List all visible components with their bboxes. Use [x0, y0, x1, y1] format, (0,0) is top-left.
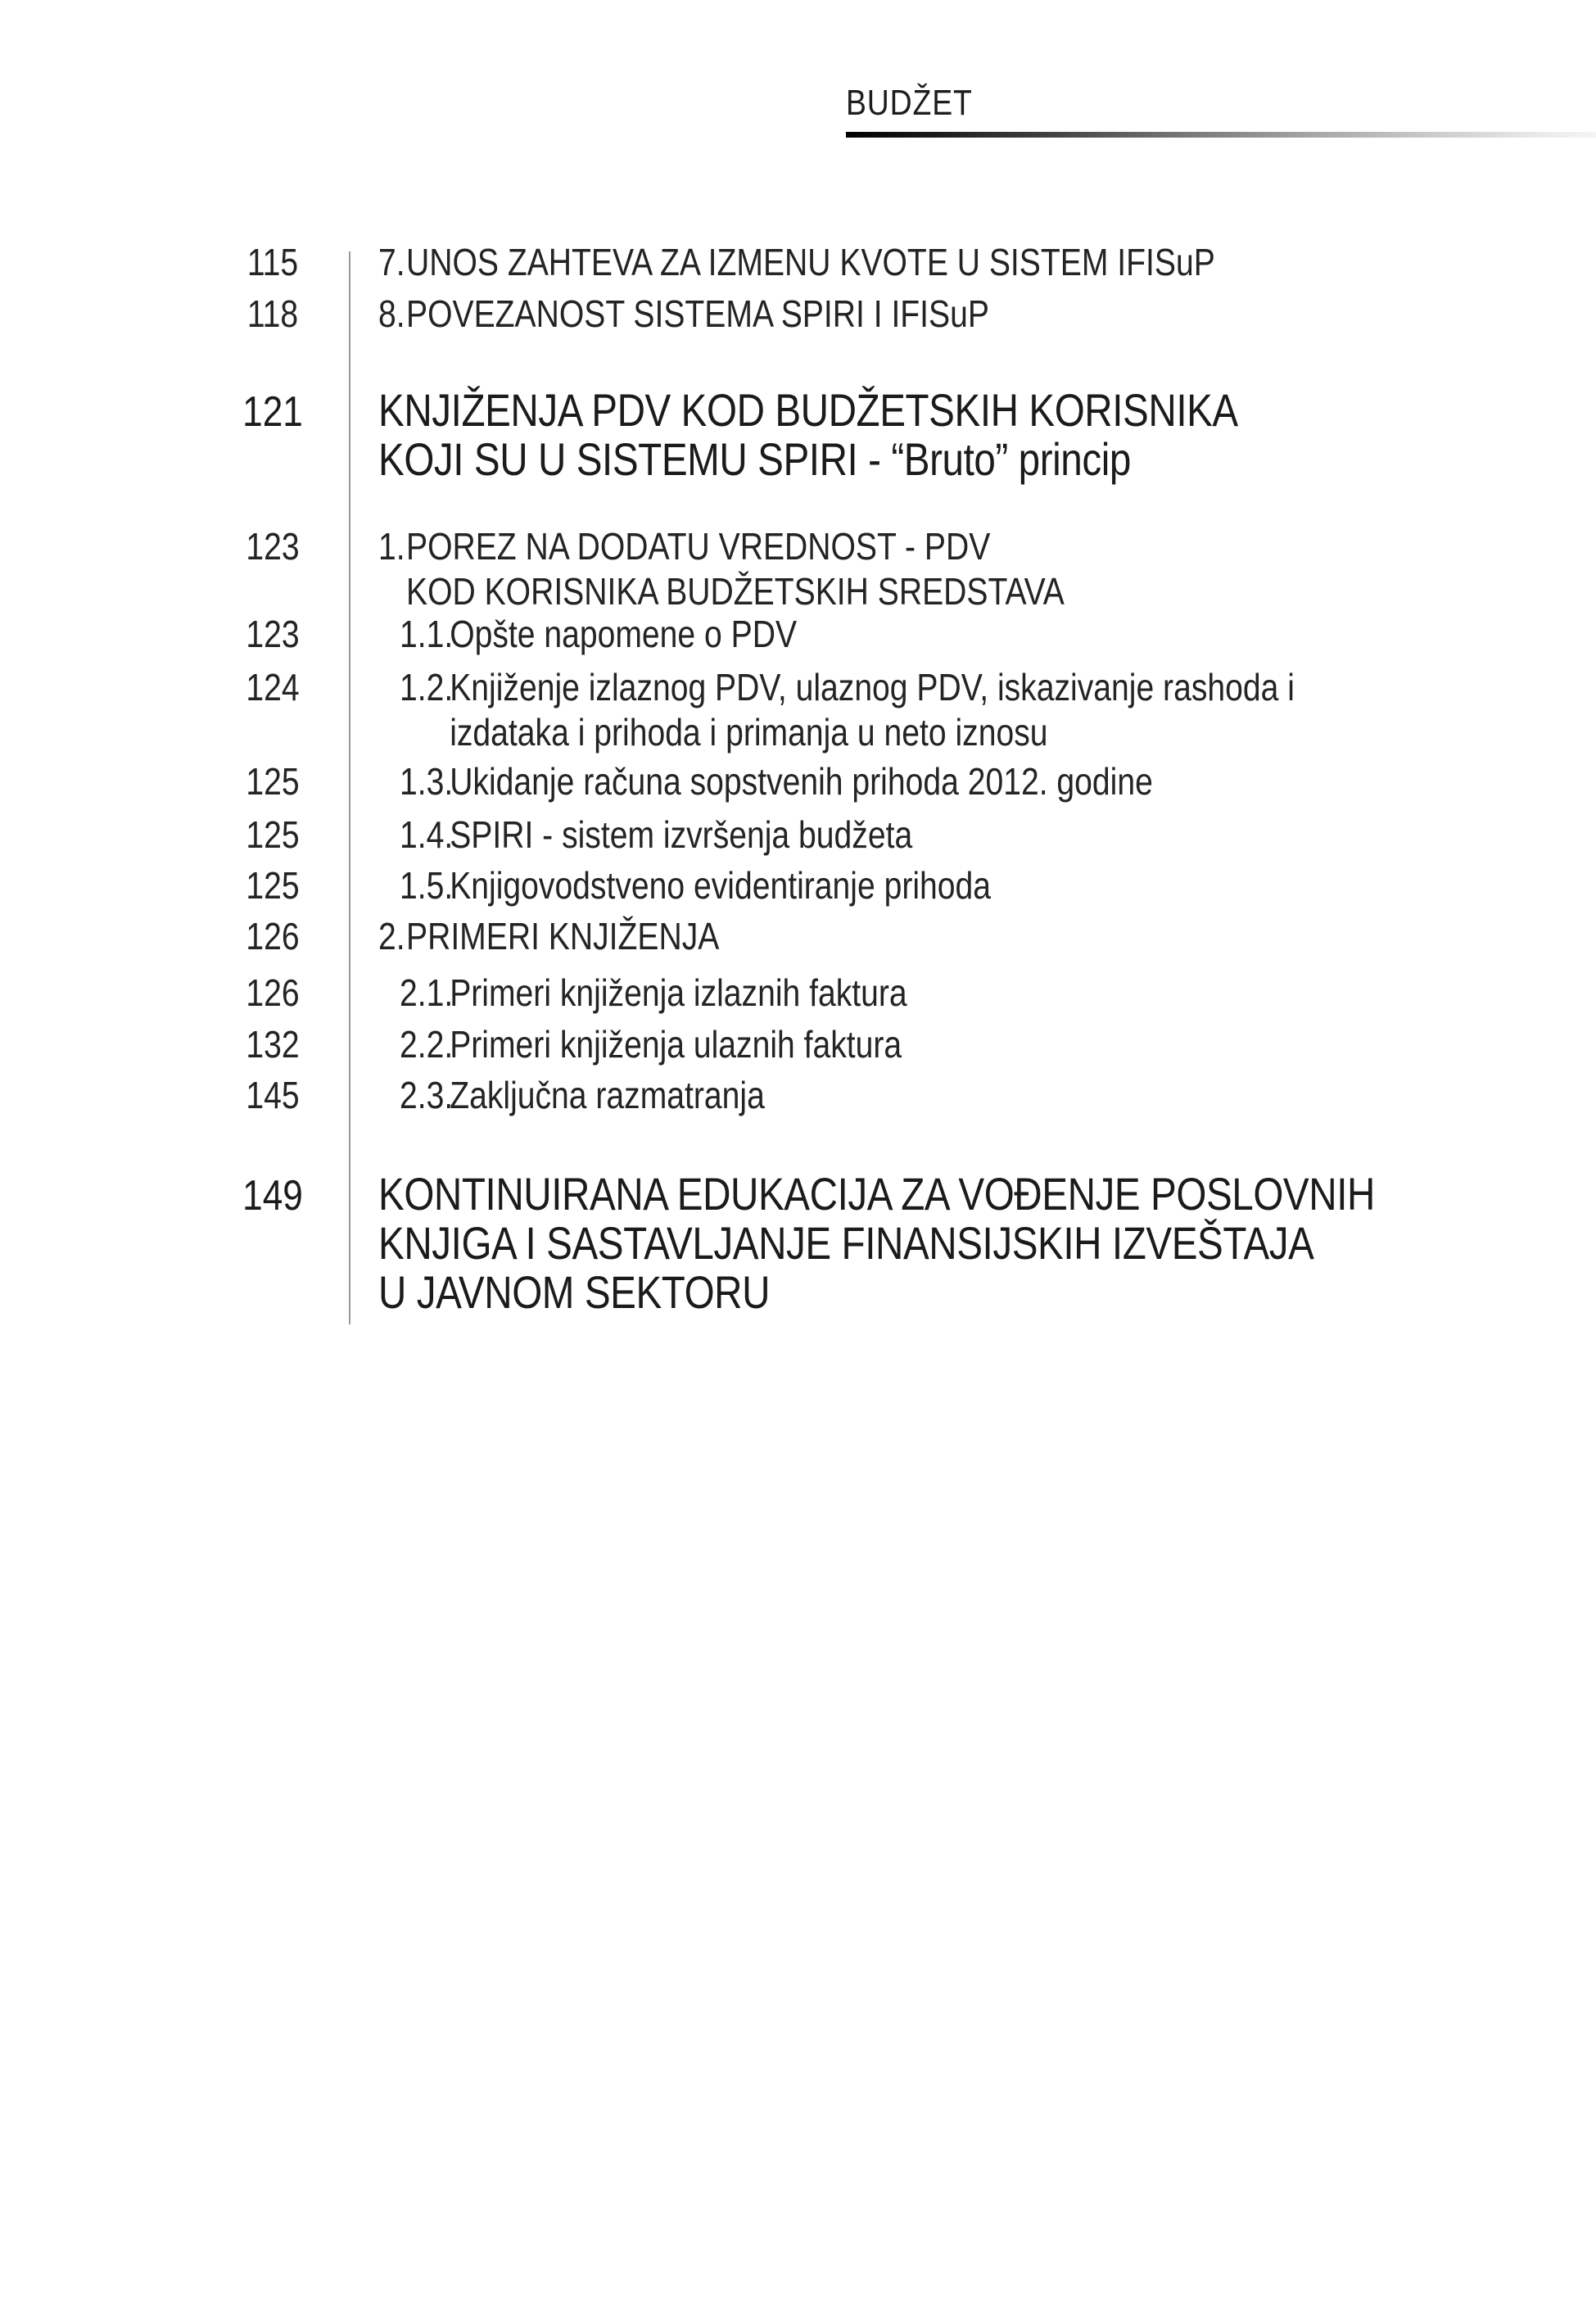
entry-line: Primeri knjiženja ulaznih faktura [450, 1023, 902, 1066]
page-number: 123 [246, 613, 300, 655]
toc-section-heading-row [197, 386, 1390, 484]
entry-number: 1.3. [400, 760, 454, 803]
entry-number: 8. [378, 292, 405, 335]
toc-row [197, 665, 1453, 755]
entry-number: 7. [378, 241, 405, 283]
entry-number: 2.3. [400, 1074, 454, 1116]
page-number: 121 [242, 388, 303, 436]
entry-line: Ukidanje računa sopstvenih prihoda 2012. godine [450, 760, 1153, 803]
toc-entry [378, 524, 1065, 614]
toc-row [197, 812, 1003, 858]
page-number: 115 [246, 241, 299, 283]
toc-row [197, 240, 1363, 285]
entry-line: KONTINUIRANA EDUKACIJA ZA VOĐENJE POSLOVNIH [378, 1168, 1375, 1220]
entry-number: 1.2. [400, 666, 454, 708]
page-number: 149 [242, 1172, 303, 1220]
toc-row [197, 1022, 990, 1067]
toc-row [197, 524, 1186, 614]
toc-entry [400, 612, 797, 657]
entry-line: KNJIGA I SASTAVLJANJE FINANSIJSKIH IZVEŠTAJA [378, 1217, 1314, 1269]
entry-line: POVEZANOST SISTEMA SPIRI I IFISuP [406, 292, 989, 335]
page-number: 124 [246, 666, 300, 708]
toc-entry [378, 914, 719, 959]
toc-section-heading [378, 386, 1238, 484]
entry-number: 1.1. [400, 613, 454, 655]
page-number: 123 [246, 525, 300, 568]
entry-number: 1.4. [400, 813, 454, 856]
page-number: 126 [246, 971, 300, 1014]
entry-line: PRIMERI KNJIŽENJA [406, 915, 720, 957]
toc-entry [400, 971, 907, 1016]
entry-number: 2.2. [400, 1023, 454, 1066]
entry-number: 1. [378, 525, 405, 568]
page-number: 125 [246, 864, 300, 907]
entry-line: U JAVNOM SEKTORU [378, 1266, 771, 1318]
toc-entry [400, 812, 912, 858]
entry-line: KOJI SU U SISTEMU SPIRI - “Bruto” princip [378, 433, 1131, 485]
entry-number: 2. [378, 915, 405, 957]
header-gradient-rule [846, 132, 1596, 138]
entry-number: 1.5. [400, 864, 454, 907]
toc-entry [400, 665, 1295, 755]
toc-row [197, 1073, 830, 1118]
page-number: 132 [246, 1023, 300, 1066]
toc-row [197, 971, 997, 1016]
toc-entry [400, 863, 991, 908]
page-number: 118 [246, 292, 299, 335]
toc-row [197, 759, 1286, 804]
toc-row [197, 612, 867, 657]
entry-line: izdataka i prihoda i primanja u neto iznosu [450, 711, 1048, 754]
page-number: 125 [246, 813, 300, 856]
toc-row [197, 292, 1097, 337]
toc-section-heading-row [197, 1170, 1551, 1317]
entry-line: KOD KORISNIKA BUDŽETSKIH SREDSTAVA [406, 570, 1065, 613]
toc-section-heading [378, 1170, 1375, 1317]
entry-line: Knjiženje izlaznog PDV, ulaznog PDV, iskazivanje rashoda i [450, 666, 1295, 708]
entry-line: POREZ NA DODATU VREDNOST - PDV [406, 525, 991, 568]
entry-number: 2.1. [400, 971, 454, 1014]
toc-entry [400, 759, 1153, 804]
entry-line: KNJIŽENJA PDV KOD BUDŽETSKIH KORISNIKA [378, 384, 1238, 436]
page-header-title: BUDŽET [846, 83, 973, 123]
entry-line: SPIRI - sistem izvršenja budžeta [450, 813, 913, 856]
toc-row [197, 863, 1095, 908]
page-number: 125 [246, 760, 300, 803]
toc-entry [378, 240, 1215, 285]
toc-row [197, 914, 780, 959]
entry-line: Primeri knjiženja izlaznih faktura [450, 971, 907, 1014]
page-number: 145 [246, 1074, 300, 1116]
entry-line: Knjigovodstveno evidentiranje prihoda [450, 864, 992, 907]
toc-entry [400, 1073, 765, 1118]
entry-line: Zaključna razmatranja [450, 1074, 765, 1116]
toc-entry [400, 1022, 902, 1067]
entry-line: UNOS ZAHTEVA ZA IZMENU KVOTE U SISTEM IFISuP [406, 241, 1215, 283]
page-number: 126 [246, 915, 300, 957]
entry-line: Opšte napomene o PDV [450, 613, 798, 655]
toc-entry [378, 292, 989, 337]
